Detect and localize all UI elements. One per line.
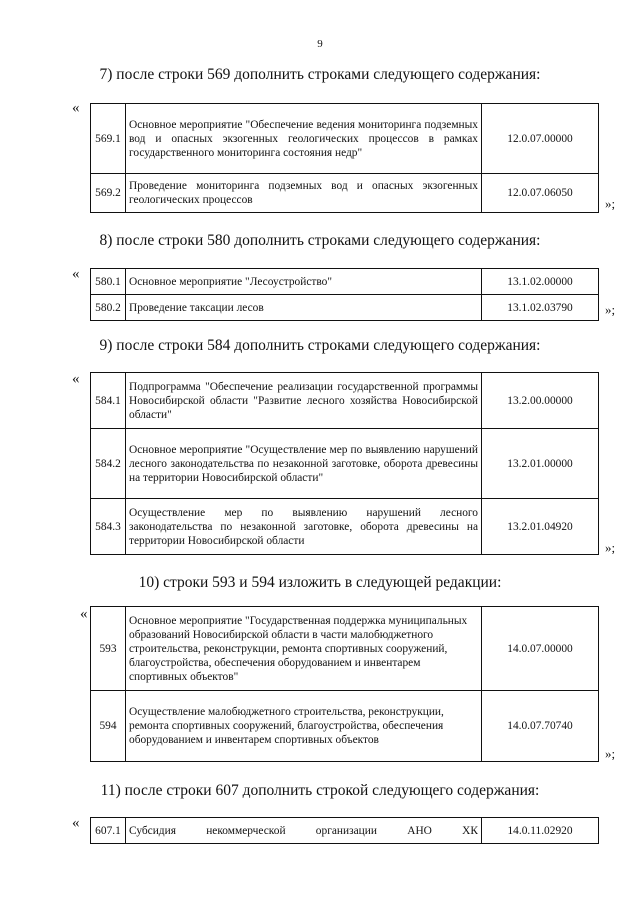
row-description: Основное мероприятие "Лесоустройство"	[126, 269, 482, 295]
row-code: 13.2.00.00000	[482, 373, 599, 429]
row-description: Подпрограмма "Обеспечение реализации государственной программы Новосибирской области "Развитие лесного хозяйства Новосибирской области"	[126, 373, 482, 429]
section-heading: 7) после строки 569 дополнить строками следующего содержания:	[99, 66, 541, 83]
row-number: 569.2	[91, 174, 126, 213]
row-code: 14.0.07.70740	[482, 691, 599, 762]
row-number: 593	[91, 607, 126, 691]
table-row	[91, 104, 599, 174]
table-row	[91, 691, 599, 762]
amendment-table	[90, 817, 599, 844]
row-number: 580.1	[91, 269, 126, 295]
row-number: 584.3	[91, 499, 126, 555]
row-number: 594	[91, 691, 126, 762]
section-heading: 10) строки 593 и 594 изложить в следующей редакции:	[138, 574, 502, 591]
section-heading: 11) после строки 607 дополнить строкой следующего содержания:	[100, 782, 540, 799]
row-code: 13.2.01.04920	[482, 499, 599, 555]
row-number: 569.1	[91, 104, 126, 174]
row-code: 14.0.07.00000	[482, 607, 599, 691]
amendment-table	[90, 372, 599, 555]
table-row	[91, 607, 599, 691]
table-row	[91, 373, 599, 429]
open-quote: «	[72, 815, 80, 831]
row-description: Проведение мониторинга подземных вод и опасных экзогенных геологических процессов	[126, 174, 482, 213]
table-row	[91, 499, 599, 555]
row-number: 584.1	[91, 373, 126, 429]
table-row	[91, 818, 599, 844]
amendment-table	[90, 268, 599, 321]
row-description: Основное мероприятие "Осуществление мер по выявлению нарушений лесного законодательства по незаконной заготовке, оборота древесины на территории Новосибирской области"	[126, 429, 482, 499]
row-number: 584.2	[91, 429, 126, 499]
row-number: 580.2	[91, 295, 126, 321]
table-row	[91, 174, 599, 213]
row-code: 14.0.11.02920	[482, 818, 599, 844]
section-heading: 8) после строки 580 дополнить строками следующего содержания:	[99, 232, 541, 249]
open-quote: «	[72, 100, 80, 116]
table-row	[91, 429, 599, 499]
row-description: Основное мероприятие "Государственная поддержка муниципальных образований Новосибирской области в части малобюджетного строительства, реконструкции, ремонта спортивных сооружений, благоустройства, обеспечения оборудованием и инвентарем спортивных объектов"	[126, 607, 482, 691]
row-description: Основное мероприятие "Обеспечение ведения мониторинга подземных вод и опасных экзогенных геологических процессов в рамках государственного мониторинга состояния недр"	[126, 104, 482, 174]
close-quote: »;	[605, 540, 616, 555]
row-description: Проведение таксации лесов	[126, 295, 482, 321]
open-quote: «	[80, 606, 88, 622]
table-row	[91, 295, 599, 321]
row-code: 13.1.02.03790	[482, 295, 599, 321]
row-code: 12.0.07.00000	[482, 104, 599, 174]
row-code: 13.1.02.00000	[482, 269, 599, 295]
section-heading: 9) после строки 584 дополнить строками следующего содержания:	[99, 337, 541, 354]
row-code: 12.0.07.06050	[482, 174, 599, 213]
open-quote: «	[72, 371, 80, 387]
row-code: 13.2.01.00000	[482, 429, 599, 499]
amendment-table	[90, 103, 599, 213]
close-quote: »;	[605, 196, 616, 211]
row-description: Осуществление малобюджетного строительства, реконструкции, ремонта спортивных сооружений, благоустройства, обеспечения оборудованием и инвентарем спортивных объектов	[126, 691, 482, 762]
amendment-table	[90, 606, 599, 762]
row-description: Субсидия некоммерческой организации АНО ХК	[126, 818, 482, 844]
row-description: Осуществление мер по выявлению нарушений лесного законодательства по незаконной заготовке, оборота древесины на территории Новосибирской области	[126, 499, 482, 555]
page-number: 9	[317, 38, 323, 50]
close-quote: »;	[605, 302, 616, 317]
open-quote: «	[72, 266, 80, 282]
close-quote: »;	[605, 746, 616, 761]
table-row	[91, 269, 599, 295]
row-number: 607.1	[91, 818, 126, 844]
